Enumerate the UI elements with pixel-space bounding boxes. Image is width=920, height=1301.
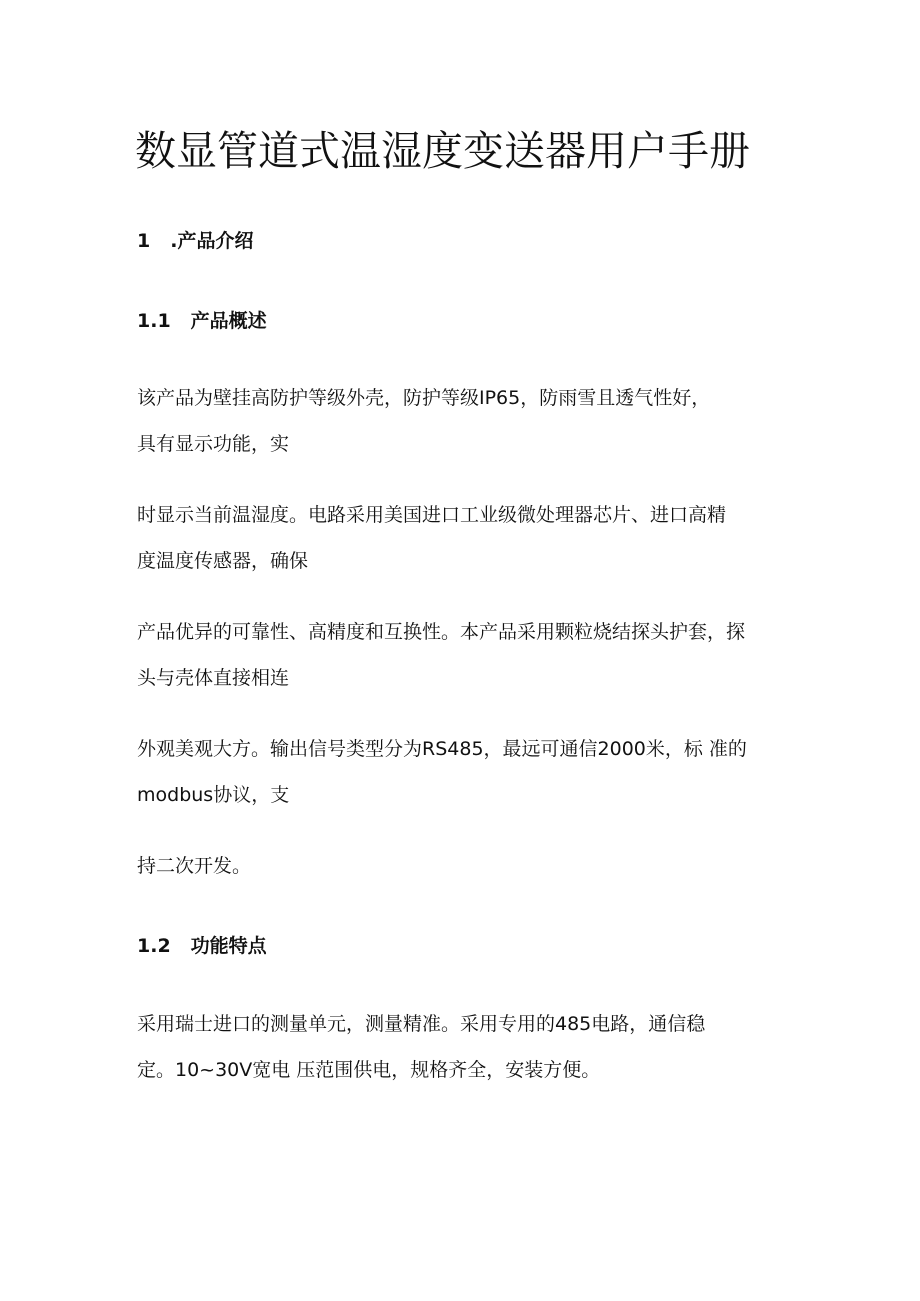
section-1-2-number: 1.2	[137, 935, 171, 957]
overview-line-6: 头与壳体直接相连	[137, 667, 290, 689]
section-1-title: .产品介绍	[170, 230, 254, 252]
section-1-heading	[137, 232, 253, 251]
overview-line-9: 持二次开发。	[137, 855, 252, 877]
section-1-1-title: 产品概述	[190, 310, 267, 332]
overview-line-8: modbus协议，支	[137, 784, 290, 806]
overview-line-5: 产品优异的可靠性、高精度和互换性。本产品采用颗粒烧结探头护套，探	[137, 621, 746, 643]
overview-line-7: 外观美观大方。输出信号类型分为RS485，最远可通信2000米，标 准的	[137, 738, 747, 760]
feature-line-1: 采用瑞士进口的测量单元，测量精准。采用专用的485电路，通信稳	[137, 1013, 706, 1035]
feature-line-2: 定。10~30V宽电 压范围供电，规格齐全，安装方便。	[137, 1059, 601, 1081]
section-1-1-number: 1.1	[137, 310, 171, 332]
section-1-2-title: 功能特点	[190, 935, 267, 957]
section-1-number: 1	[137, 230, 151, 252]
overview-line-1: 该产品为壁挂高防护等级外壳，防护等级IP65，防雨雪且透气性好，	[137, 387, 711, 409]
section-1-2-heading	[137, 937, 267, 956]
section-1-1-heading	[137, 312, 267, 331]
overview-line-3: 时显示当前温湿度。电路采用美国进口工业级微处理器芯片、进口高精	[137, 504, 727, 526]
overview-line-4: 度温度传感器，确保	[137, 550, 309, 572]
overview-line-2: 具有显示功能，实	[137, 433, 290, 455]
document-title: 数显管道式温湿度变送器用户手册	[135, 127, 750, 175]
